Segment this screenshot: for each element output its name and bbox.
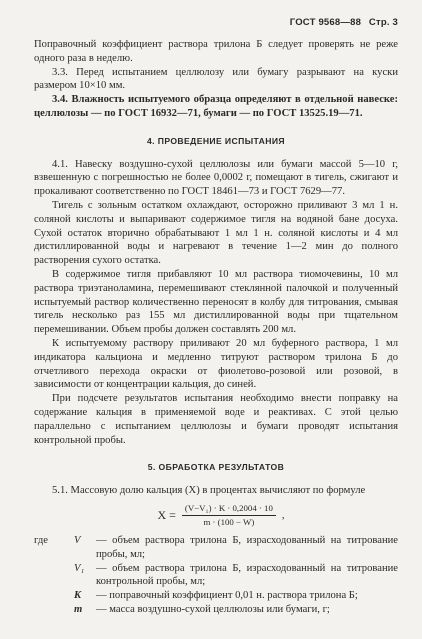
variable-definitions bbox=[34, 534, 398, 617]
definition-symbol: m bbox=[74, 603, 83, 615]
paragraph-5-1: 5.1. Массовую долю кальция (X) в процентах вычисляют по формуле bbox=[52, 485, 366, 497]
definition-symbol: K bbox=[74, 590, 82, 602]
calcium-formula bbox=[44, 503, 398, 528]
definition-description: поправочный коэффициент 0,01 н. раствора трилона Б; bbox=[109, 590, 358, 602]
section-5-title: 5. ОБРАБОТКА РЕЗУЛЬТАТОВ bbox=[147, 462, 285, 473]
definition-dash: — bbox=[96, 562, 107, 574]
formula-trail: , bbox=[281, 509, 285, 521]
definition-dash: — bbox=[96, 534, 107, 546]
paragraph-titration: К испытуемому раствору приливают 20 мл буферного раствора, 1 мл индикатора кальциона и медленно титруют раствором трилона Б до отчетливого перехода окраски от фиолетово-розовой или розовой, в зависимости от концентрации кальция, до синей. bbox=[34, 337, 398, 391]
paragraph-correction: При подсчете результатов испытания необходимо внести поправку на содержание кальция в применяемой воде и реактивах. С этой целью параллельно с испытанием целлюлозы и бумаги проводят испытания контрольной пробы. bbox=[34, 393, 398, 446]
definition-row bbox=[34, 562, 398, 590]
paragraph-4-1: 4.1. Навеску воздушно-сухой целлюлозы или бумаги массой 5—10 г, взвешенную с погрешностью не более 0,0002 г, помещают в тигель, сжигают и прокаливают соответственно по ГОСТ 18461—73 и ГОСТ 7629—77. bbox=[34, 158, 398, 198]
definition-row bbox=[34, 589, 398, 603]
formula-numerator: (V−V₁) · K · 0,2004 · 10 bbox=[182, 503, 276, 516]
formula-lhs: X = bbox=[157, 507, 176, 522]
paragraph-3-4: 3.4. Влажность испытуемого образца определяют в отдельной навеске: целлюлозы — по ГОСТ 16932—71, бумаги — по ГОСТ 13525.19—71. bbox=[34, 94, 398, 119]
definition-dash: — bbox=[96, 590, 107, 602]
section-4-title: 4. ПРОВЕДЕНИЕ ИСПЫТАНИЯ bbox=[147, 135, 285, 146]
paragraph-3-3: 3.3. Перед испытанием целлюлозу или бумагу разрывают на куски размером 10×10 мм. bbox=[34, 66, 398, 92]
formula-fraction bbox=[182, 503, 276, 528]
formula-denominator: m · (100 − W) bbox=[203, 516, 255, 527]
definition-symbol: V₁ bbox=[74, 562, 85, 574]
page-number: Стр. 3 bbox=[368, 17, 398, 28]
page-content bbox=[34, 38, 398, 617]
definition-symbol: V bbox=[74, 534, 81, 546]
page-header bbox=[290, 16, 398, 30]
definition-lead bbox=[34, 603, 74, 617]
definition-description: объем раствора трилона Б, израсходованный на титрование контрольной пробы, мл; bbox=[96, 562, 398, 588]
definition-text bbox=[96, 603, 398, 617]
definition-text bbox=[96, 589, 398, 603]
standard-number: ГОСТ 9568—88 bbox=[289, 17, 362, 28]
definition-lead: где bbox=[34, 534, 48, 546]
paragraph-crucible: Тигель с зольным остатком охлаждают, осторожно приливают 3 мл 1 н. соляной кислоты и выпаривают содержимое тигля на водяной бане досуха. Сухой остаток вторично обрабатывают 1 мл 1 н. соляной кислоты и 4 мл дистиллированной воды и нагревают в течение 1—2 мин до полного растворения сухого остатка. bbox=[34, 199, 398, 267]
paragraph-thiourea: В содержимое тигля прибавляют 10 мл раствора тиомочевины, 10 мл раствора триэтаноламина, перемешивают стеклянной палочкой и полученный испытуемый раствор количественно переносят в колбу для титрования, смывая тигель несколько раз 155 мл дистиллированной воды при тщательном перемешивании. Объем пробы должен составлять 200 мл. bbox=[34, 268, 398, 336]
definition-row bbox=[34, 534, 398, 562]
definition-row bbox=[34, 603, 398, 617]
definition-lead bbox=[34, 589, 74, 603]
definition-text bbox=[96, 562, 398, 590]
definition-lead bbox=[34, 562, 74, 590]
definition-description: масса воздушно-сухой целлюлозы или бумаги, г; bbox=[109, 603, 330, 615]
definition-dash: — bbox=[96, 603, 107, 615]
paragraph-correction-factor: Поправочный коэффициент раствора трилона Б следует проверять не реже одного раза в неделю. bbox=[34, 39, 398, 64]
definition-text bbox=[96, 534, 398, 562]
definition-description: объем раствора трилона Б, израсходованный на титрование пробы, мл; bbox=[96, 534, 398, 560]
